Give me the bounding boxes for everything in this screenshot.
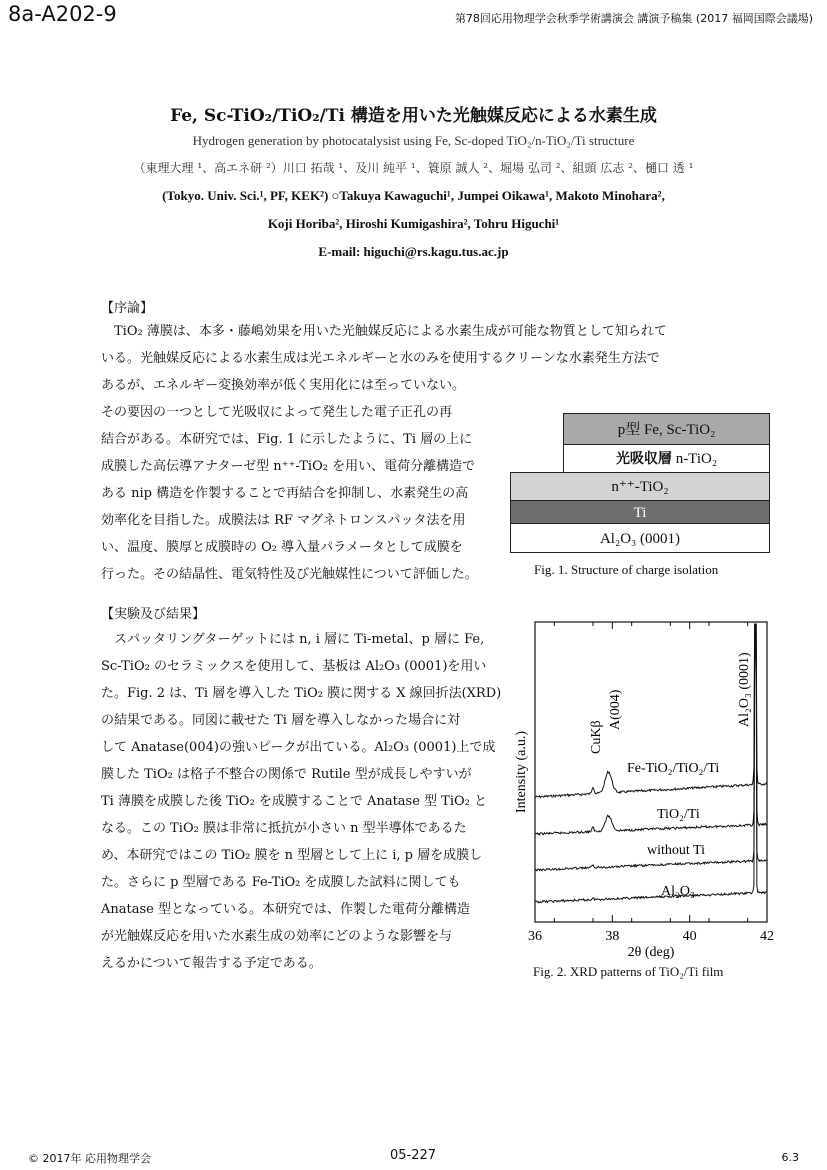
layer-absorption-label: n-TiO₂ bbox=[671, 451, 718, 467]
xrd-chart bbox=[505, 612, 795, 962]
text-line: なる。この TiO₂ 膜は非常に抵抗が小さい n 型半導体であるた bbox=[101, 821, 467, 836]
text-line: 成膜した高伝導アナターゼ型 n⁺⁺-TiO₂ を用い、電荷分離構造で bbox=[101, 459, 476, 474]
x-tick-label: 38 bbox=[605, 929, 620, 944]
figure-1 bbox=[510, 413, 770, 553]
text-line: 行った。その結晶性、電気特性及び光触媒性について評価した。 bbox=[101, 567, 478, 582]
footer-section: 6.3 bbox=[781, 1151, 799, 1164]
text-line: の結果である。同図に載せた Ti 層を導入しなかった場合に対 bbox=[101, 713, 461, 728]
figure-2-caption: Fig. 2. XRD patterns of TiO₂/Ti film bbox=[533, 964, 724, 979]
text-line: が光触媒反応を用いた水素生成の効率にどのような影響を与 bbox=[101, 929, 453, 944]
text-line: 効率化を目指した。成膜法は RF マグネトロンスパッタ法を用 bbox=[101, 513, 466, 528]
text-line: その要因の一つとして光吸収によって発生した電子正孔の再 bbox=[101, 405, 453, 420]
results-text bbox=[101, 626, 501, 977]
authors-japanese: （東理大理 ¹、高エネ研 ²）川口 拓哉 ¹、及川 純平 ¹、簑原 誠人 ²、堀場 弘司 ²、組頭 広志 ²、樋口 透 ¹ bbox=[133, 161, 694, 175]
series-line bbox=[535, 624, 767, 871]
text-line: め、本研究ではこの TiO₂ 膜を n 型層として上に i, p 層を成膜し bbox=[101, 848, 483, 863]
text-line: Sc-TiO₂ のセラミックスを使用して、基板は Al₂O₃ (0001)を用い bbox=[101, 659, 487, 674]
text-line: た。さらに p 型層である Fe-TiO₂ を成膜した試料に関しても bbox=[101, 875, 461, 890]
series-label-fe: Fe-TiO₂/TiO₂/Ti bbox=[627, 761, 720, 776]
x-tick-label: 36 bbox=[528, 929, 542, 944]
peak-label-cukb: CuKβ bbox=[589, 720, 604, 754]
peak-label-a004: A(004) bbox=[608, 689, 623, 730]
text-line: た。Fig. 2 は、Ti 層を導入した TiO₂ 膜に関する X 線回折法(XRD) bbox=[101, 686, 502, 701]
authors-line-1: (Tokyo. Univ. Sci.¹, PF, KEK²) ○Takuya Kawaguchi¹, Jumpei Oikawa¹, Makoto Minohara², bbox=[162, 188, 665, 203]
text-line: あるが、エネルギー変換効率が低く実用化には至っていない。 bbox=[101, 378, 466, 393]
conference-header: 第78回応用物理学会秋季学術講演会 講演予稿集 (2017 福岡国際会議場) bbox=[454, 12, 813, 25]
text-line: TiO₂ 薄膜は、本多・藤嶋効果を用いた光触媒反応による水素生成が可能な物質として知られて bbox=[101, 324, 667, 339]
series-line bbox=[535, 624, 767, 835]
text-line: ある nip 構造を作製することで再結合を抑制し、水素発生の高 bbox=[101, 486, 469, 501]
layer-npp bbox=[510, 472, 770, 501]
series-label-tio2: TiO₂/Ti bbox=[657, 807, 700, 822]
text-line: Anatase 型となっている。本研究では、作製した電荷分離構造 bbox=[101, 902, 470, 917]
x-tick-label: 42 bbox=[760, 929, 774, 944]
text-line: Ti 薄膜を成膜した後 TiO₂ を成膜することで Anatase 型 TiO₂ と bbox=[101, 794, 488, 809]
text-line: えるかについて報告する予定である。 bbox=[101, 956, 322, 971]
email: E-mail: higuchi@rs.kagu.tus.ac.jp bbox=[318, 244, 509, 259]
text-line: 膜した TiO₂ は格子不整合の関係で Rutile 型が成長しやすいが bbox=[101, 767, 472, 782]
x-tick-label: 40 bbox=[682, 929, 697, 944]
paper-title: Fe, Sc-TiO₂/TiO₂/Ti 構造を用いた光触媒反応による水素生成 bbox=[170, 106, 657, 126]
series-label-without-ti: without Ti bbox=[647, 843, 705, 858]
text-line: 結合がある。本研究では、Fig. 1 に示したように、Ti 層の上に bbox=[101, 432, 473, 447]
figure-1-caption: Fig. 1. Structure of charge isolation bbox=[534, 562, 719, 577]
x-axis-label: 2θ (deg) bbox=[627, 945, 675, 960]
layer-ti-label: Ti bbox=[633, 505, 647, 521]
text-line: して Anatase(004)の強いピークが出ている。Al₂O₃ (0001)上で成 bbox=[101, 740, 496, 755]
footer-page-number: 05-227 bbox=[390, 1148, 437, 1163]
footer-copyright: © 2017年 応用物理学会 bbox=[28, 1152, 151, 1165]
text-line: いる。光触媒反応による水素生成は光エネルギーと水のみを使用するクリーンな水素発生方法で bbox=[101, 351, 660, 366]
paper-id: 8a-A202-9 bbox=[8, 2, 117, 26]
layer-ti bbox=[510, 500, 770, 524]
layer-substrate-label: Al₂O₃ (0001) bbox=[599, 531, 681, 547]
layer-absorption bbox=[563, 444, 770, 473]
text-line: い、温度、膜厚と成膜時の O₂ 導入量パラメータとして成膜を bbox=[101, 540, 463, 555]
layer-absorption-bold: 光吸収層 bbox=[615, 451, 672, 467]
y-axis-label: Intensity (a.u.) bbox=[514, 730, 529, 814]
results-heading: 【実験及び結果】 bbox=[101, 607, 206, 622]
layer-p-label: p型 Fe, Sc-TiO₂ bbox=[617, 422, 716, 438]
intro-heading: 【序論】 bbox=[101, 301, 154, 316]
series-label-al2o3: Al₂O₃ bbox=[661, 884, 695, 899]
layer-p-type bbox=[563, 413, 770, 445]
paper-subtitle: Hydrogen generation by photocatalysist using Fe, Sc-doped TiO₂/n-TiO₂/Ti structure bbox=[192, 133, 635, 148]
layer-substrate bbox=[510, 523, 770, 553]
text-line: スパッタリングターゲットには n, i 層に Ti-metal、p 層に Fe, bbox=[101, 632, 485, 647]
peak-label-al2o3: Al₂O₃ (0001) bbox=[737, 652, 752, 727]
authors-line-2: Koji Horiba², Hiroshi Kumigashira², Tohru Higuchi¹ bbox=[267, 216, 560, 231]
layer-npp-label: n⁺⁺-TiO₂ bbox=[611, 479, 669, 495]
